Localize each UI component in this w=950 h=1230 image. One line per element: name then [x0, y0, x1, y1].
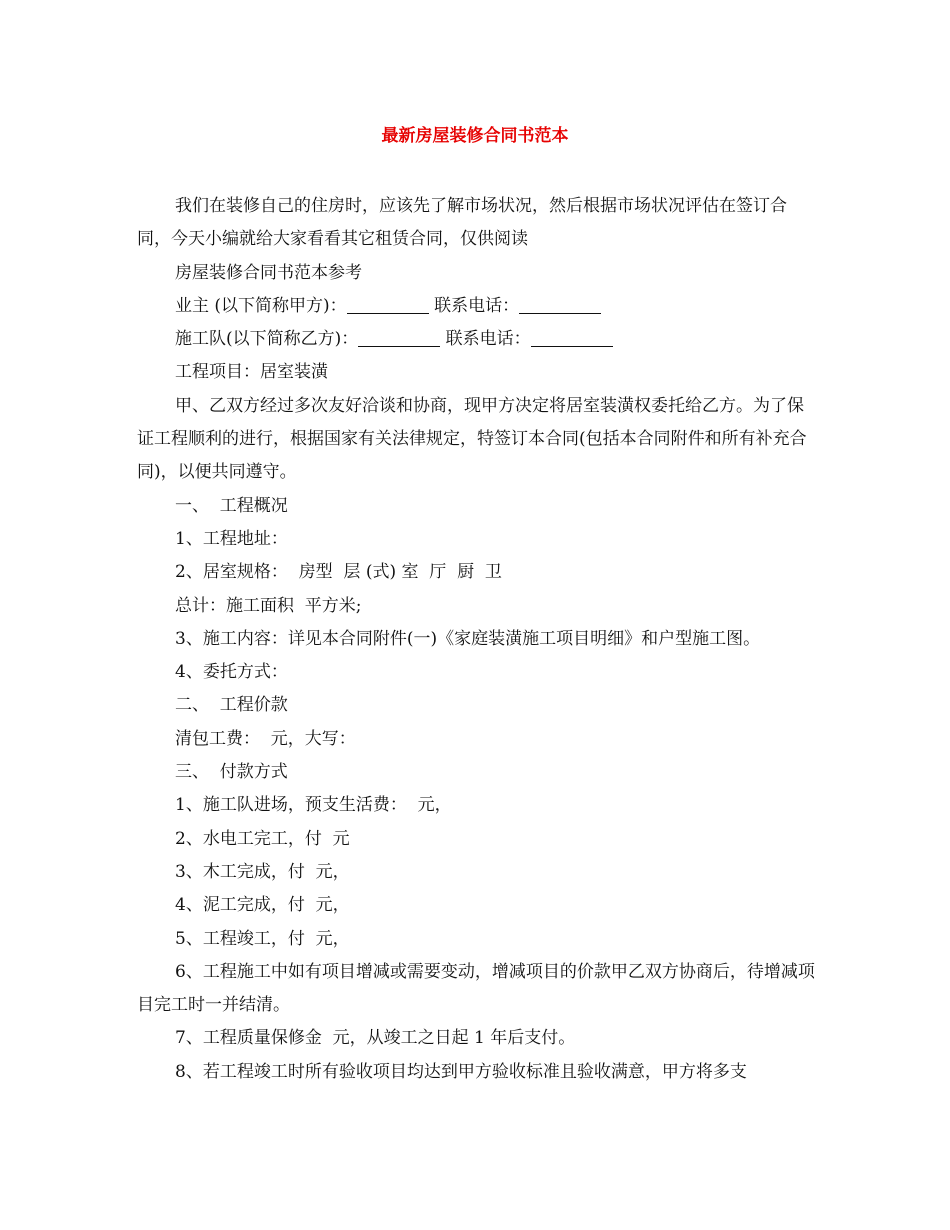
body-line: 6、工程施工中如有项目增减或需要变动，增减项目的价款甲乙双方协商后，待增减项目完工时一并结清。: [137, 961, 815, 1016]
body-line: 工程项目：居室装潢: [175, 362, 328, 383]
intro-paragraph: 我们在装修自己的住房时，应该先了解市场状况，然后根据市场状况评估在签订合同，今天小编就给大家看看其它租赁合同，仅供阅读: [137, 196, 787, 250]
body-line: 7、工程质量保修金 元，从竣工之日起 1 年后支付。: [175, 1028, 576, 1049]
body-line: 8、若工程竣工时所有验收项目均达到甲方验收标准且验收满意，甲方将多支: [175, 1061, 747, 1082]
body-line: 清包工费： 元，大写：: [175, 728, 356, 749]
body-line: 二、 工程价款: [175, 695, 288, 716]
body-line: 4、泥工完成，付 元，: [175, 895, 350, 916]
document-title: 最新房屋装修合同书范本: [381, 126, 569, 146]
body-line: 4、委托方式：: [175, 662, 288, 683]
team-phone-blank: [531, 328, 613, 347]
body-line: 2、居室规格： 房型 层 (式) 室 厅 厨 卫: [175, 562, 502, 583]
team-phone-label: 联系电话：: [440, 329, 531, 350]
body-line: 甲、乙双方经过多次友好洽谈和协商，现甲方决定将居室装潢权委托给乙方。为了保证工程顺利的进行，根据国家有关法律规定，特签订本合同(包括本合同附件和所有补充合同)，以便共同遵守。: [137, 395, 807, 483]
body-line: 2、水电工完工，付 元: [175, 828, 350, 849]
body-line: 5、工程竣工，付 元，: [175, 928, 350, 949]
owner-phone-label: 联系电话：: [428, 295, 520, 316]
team-line: [137, 323, 817, 356]
body-line: 3、木工完成，付 元，: [175, 861, 350, 882]
owner-label: 业主 (以下简称甲方)：: [175, 295, 347, 316]
body-line: 三、 付款方式: [175, 762, 288, 783]
body-line: 总计：施工面积 平方米;: [175, 595, 362, 616]
team-name-blank: [358, 328, 440, 347]
owner-phone-blank: [519, 295, 601, 314]
body-line: 1、施工队进场，预支生活费： 元，: [175, 795, 452, 816]
body-line: 一、 工程概况: [175, 495, 288, 516]
owner-name-blank: [347, 295, 429, 314]
owner-line: [137, 290, 817, 323]
document-body: [137, 190, 817, 1089]
team-label: 施工队(以下简称乙方)：: [175, 329, 359, 350]
body-line: 1、工程地址：: [175, 528, 288, 549]
body-line: 3、施工内容：详见本合同附件(一)《家庭装潢施工项目明细》和户型施工图。: [175, 628, 761, 649]
section-heading-reference: 房屋装修合同书范本参考: [175, 262, 362, 283]
